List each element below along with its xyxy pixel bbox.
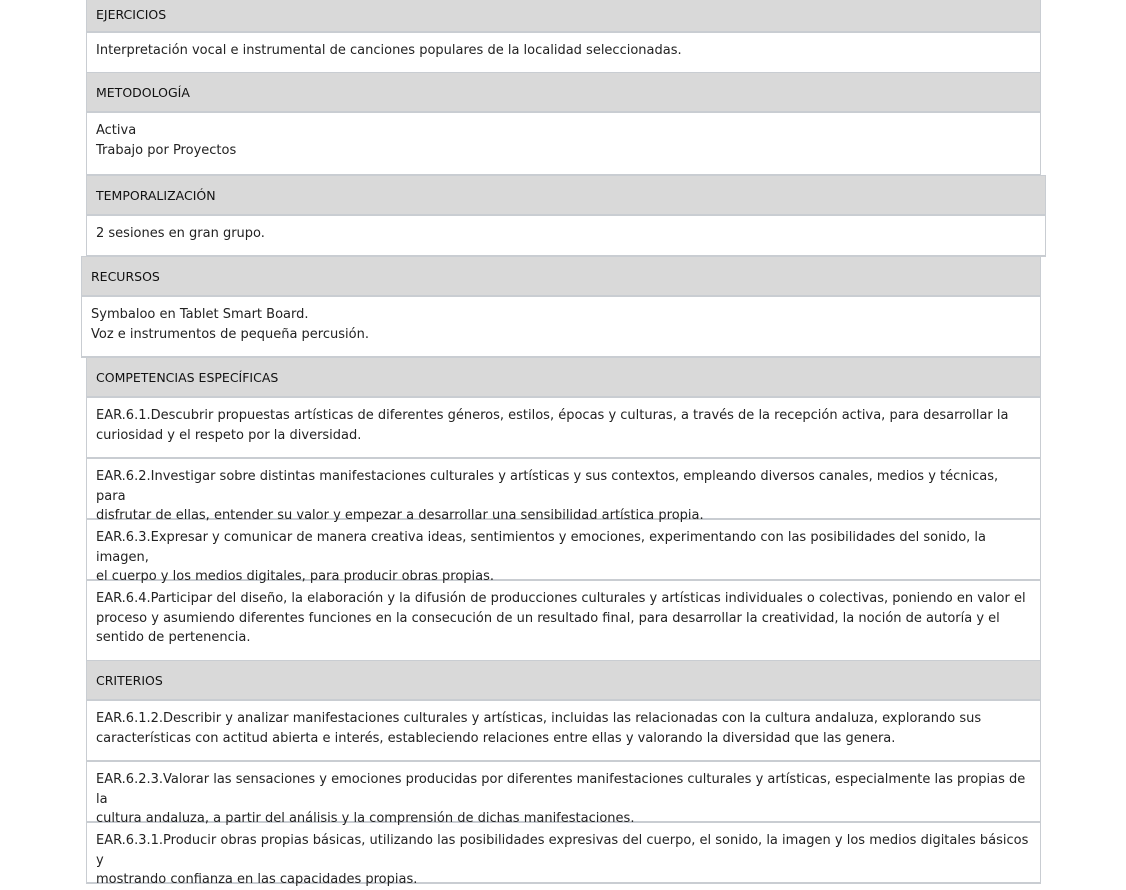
competencia-line: EAR.6.3.Expresar y comunicar de manera creativa ideas, sentimientos y emociones, experimentando con las posibilidades del sonido, la imagen, [96, 530, 987, 565]
competencia-item [87, 398, 1040, 459]
competencia-line: EAR.6.1.Descubrir propuestas artísticas de diferentes géneros, estilos, épocas y culturas, a través de la recepción activa, para desarrollar la [96, 408, 1009, 423]
competencia-item [87, 581, 1040, 662]
recursos-heading: RECURSOS [82, 257, 1040, 297]
criterio-line: mostrando confianza en las capacidades propias. [96, 872, 418, 887]
recursos-item [82, 297, 1040, 358]
criterio-line: EAR.6.1.2.Describir y analizar manifestaciones culturales y artísticas, incluidas las relacionadas con la cultura andaluza, explorando sus [96, 711, 982, 726]
recursos-item-text: Voz e instrumentos de pequeña percusión. [91, 326, 369, 342]
temporalizacion-item [87, 216, 1045, 257]
criterio-line: EAR.6.3.1.Producir obras propias básicas, utilizando las posibilidades expresivas del cuerpo, el sonido, la imagen y los medios digitales básicos y [96, 833, 1029, 868]
competencias-heading: COMPETENCIAS ESPECÍFICAS [87, 358, 1040, 398]
recursos-section [81, 256, 1041, 358]
metodologia-item-text: Activa [96, 123, 137, 138]
competencia-line: EAR.6.2.Investigar sobre distintas manifestaciones culturales y artísticas y sus contextos, empleando diversos canales, medios y técnicas, para [96, 469, 999, 504]
metodologia-section [86, 73, 1041, 176]
criterio-line: EAR.6.2.3.Valorar las sensaciones y emociones producidas por diferentes manifestaciones culturales y artísticas, especialmente las propias de la [96, 772, 1026, 807]
competencia-line: curiosidad y el respeto por la diversidad. [96, 427, 362, 443]
competencias-section [86, 358, 1041, 662]
metodologia-heading: METODOLOGÍA [87, 73, 1040, 113]
ejercicios-item-text: Interpretación vocal e instrumental de canciones populares de la localidad seleccionadas. [96, 43, 682, 58]
criterios-section [86, 661, 1041, 887]
temporalizacion-section [86, 175, 1046, 257]
ejercicios-item [87, 33, 1040, 74]
competencia-line: disfrutar de ellas, entender su valor y empezar a desarrollar una sensibilidad artística propia. [96, 508, 704, 523]
competencia-line: proceso y asumiendo diferentes funciones en la consecución de un resultado final, para desarrollar la creatividad, la noción de autoría y el [96, 610, 1000, 626]
recursos-item-text: Symbaloo en Tablet Smart Board. [91, 307, 309, 322]
criterio-line: cultura andaluza, a partir del análisis y la comprensión de dichas manifestaciones. [96, 811, 635, 826]
metodologia-item-text: Trabajo por Proyectos [96, 142, 237, 158]
ejercicios-heading: EJERCICIOS [87, 0, 1040, 33]
criterio-line: características con actitud abierta e interés, estableciendo relaciones entre ellas y valorando la diversidad que las genera. [96, 730, 896, 746]
competencia-item [87, 520, 1040, 584]
criterio-item [87, 701, 1040, 762]
ejercicios-section [86, 0, 1041, 74]
temporalizacion-heading: TEMPORALIZACIÓN [87, 176, 1045, 216]
criterio-item [87, 762, 1040, 826]
temporalizacion-item-text: 2 sesiones en gran grupo. [96, 226, 265, 241]
competencia-item [87, 459, 1040, 523]
competencia-line: sentido de pertenencia. [96, 630, 251, 645]
criterios-heading: CRITERIOS [87, 661, 1040, 701]
competencia-line: EAR.6.4.Participar del diseño, la elaboración y la difusión de producciones culturales y artísticas individuales o colectivas, poniendo en valor el [96, 591, 1026, 606]
metodologia-item [87, 113, 1040, 176]
competencia-line: el cuerpo y los medios digitales, para producir obras propias. [96, 569, 495, 584]
criterio-item [87, 823, 1040, 887]
